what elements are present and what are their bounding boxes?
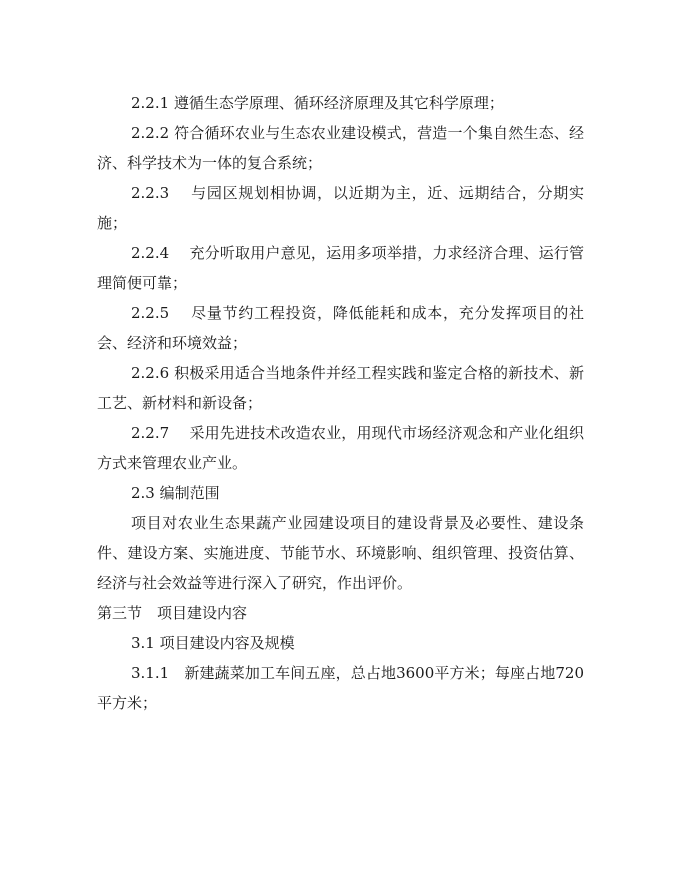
paragraph-2-2-4: 2.2.4 充分听取用户意见，运用多项举措，力求经济合理、运行管理简便可靠；: [97, 244, 584, 292]
chapter-heading-section-3: 第三节 项目建设内容: [97, 604, 248, 622]
section-heading-2-3: 2.3 编制范围: [131, 484, 220, 502]
paragraph-scope: 项目对农业生态果蔬产业园建设项目的建设背景及必要性、建设条件、建设方案、实施进度、节能节水、环境影响、组织管理、投资估算、经济与社会效益等进行深入了研究，作出评价。: [97, 514, 584, 592]
paragraph-2-2-1: 2.2.1 遵循生态学原理、循环经济原理及其它科学原理；: [131, 94, 504, 112]
paragraph-2-2-5: 2.2.5 尽量节约工程投资，降低能耗和成本，充分发挥项目的社会、经济和环境效益；: [97, 304, 584, 352]
paragraph-2-2-6: 2.2.6 积极采用适合当地条件并经工程实践和鉴定合格的新技术、新工艺、新材料和新设备；: [97, 364, 584, 412]
paragraph-2-2-7: 2.2.7 采用先进技术改造农业，用现代市场经济观念和产业化组织方式来管理农业产业。: [97, 424, 584, 472]
paragraph-2-2-2: 2.2.2 符合循环农业与生态农业建设模式，营造一个集自然生态、经济、科学技术为一体的复合系统；: [97, 124, 584, 172]
document-body: [97, 88, 584, 718]
paragraph-3-1-1: 3.1.1 新建蔬菜加工车间五座，总占地3600平方米；每座占地720平方米；: [97, 664, 584, 712]
section-heading-3-1: 3.1 项目建设内容及规模: [131, 634, 295, 652]
paragraph-2-2-3: 2.2.3 与园区规划相协调，以近期为主，近、远期结合，分期实施；: [97, 184, 584, 232]
